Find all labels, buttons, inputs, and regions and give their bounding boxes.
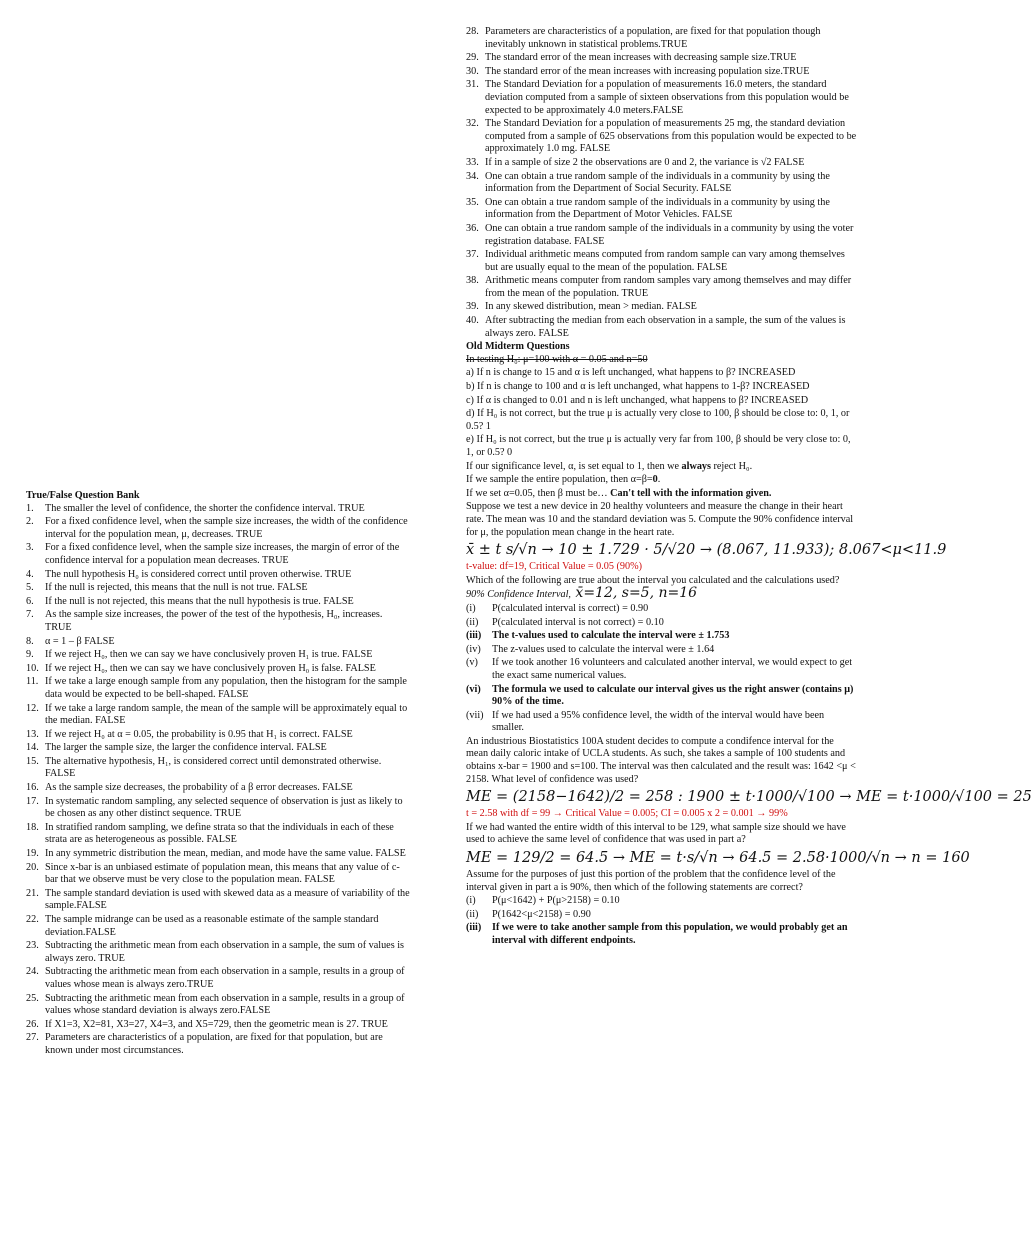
abcd-item: c) If α is changed to 0.01 and n is left unchanged, what happens to β? INCREASED [466,394,809,406]
item-text: P(1642<μ<2158) = 0.90 [492,908,591,920]
list-item [26,636,411,649]
item-text: For a fixed confidence level, when the sample size increases, the margin of error of the confidence interval for a population mean decreases. TRUE [45,542,400,566]
item-number: 36. [466,222,479,234]
list-item [466,79,858,117]
item-number: (i) [466,602,476,614]
right-column [466,26,1032,949]
item-number: (iv) [466,643,481,655]
item-text: The smaller the level of confidence, the shorter the confidence interval. TRUE [45,502,365,514]
list-item [26,596,411,609]
item-text: Subtracting the arithmetic mean from each observation in a sample, results in a group of values whose standard deviation is always zero.FALSE [45,992,405,1017]
entire-bold: 0 [652,474,658,486]
list-item [466,301,858,314]
me-equation: ME = (2158−1642)/2 = 258 : 1900 ± t·1000/√100 → ME = t·1000/√100 = 25 [466,789,1032,806]
list-item [466,52,858,65]
item-number: (i) [466,895,476,907]
item-text: The sample standard deviation is used with skewed data as a measure of variability of the sample.FALSE [45,887,410,912]
sig-pre: If our significance level, α, is set equal to 1, then we [466,460,682,472]
item-text: If we had used a 95% confidence level, the width of the interval would have been smaller. [492,709,825,734]
item-text: The z-values used to calculate the interval were ± 1.64 [492,643,715,655]
which-math: x̄=12, s=5, n=16 [570,585,698,602]
alpha-pre: If we set α=0.05, then β must be… [466,487,611,499]
item-text: Individual arithmetic means computed from random sample can vary among themselves but are usually equal to the mean of the population. FALSE [485,249,845,273]
item-number: 24. [26,966,39,978]
assume-paragraph: Assume for the purposes of just this portion of the problem that the confidence level of the interval given in part a is 90%, then which of the following statements are correct? [466,869,836,893]
item-text: α = 1 – β FALSE [45,635,115,647]
me2-equation: ME = 129/2 = 64.5 → ME = t·s/√n → 64.5 = 2.58·1000/√n → n = 160 [466,850,970,867]
item-text: As the sample size increases, the power of the test of the hypothesis, H₀, increases. TRUE [45,609,383,633]
list-item [466,275,858,300]
entire-post: . [657,474,661,486]
item-number: 20. [26,861,39,873]
sig-post: reject H₀. [710,460,753,472]
item-text: If the null is rejected, this means that the null is not true. FALSE [45,582,308,594]
item-number: 29. [466,52,479,64]
ci-equation: x̄ ± t s/√n → 10 ± 1.729 · 5/√20 → (8.067, 11.933); 8.067<μ<11.9 [466,542,947,559]
item-number: 18. [26,821,39,833]
list-item [26,542,411,567]
item-text: The standard error of the mean increases with decreasing sample size.TRUE [485,52,797,64]
item-number: 12. [26,702,39,714]
item-number: 4. [26,568,34,580]
item-text: If we take a large random sample, the mean of the sample will be approximately equal to the median. FALSE [45,702,408,727]
abcd-item: b) If n is change to 100 and α is left unchanged, what happens to 1-β? INCREASED [466,381,810,393]
tf-list-left [26,503,411,1058]
entire-pop-line [466,474,858,487]
abcd-list [466,367,858,459]
list-item [26,742,411,755]
item-number: 16. [26,782,39,794]
item-text: Arithmetic means computer from random samples vary among themselves and may differ from the mean of the population. TRUE [485,275,852,299]
item-text: As the sample size decreases, the probability of a β error decreases. FALSE [45,782,353,794]
item-number: (v) [466,657,478,669]
item-text: One can obtain a true random sample of the individuals in a community by using the voter registration database. FALSE [485,222,854,247]
options-list [466,603,858,735]
item-number: 19. [26,848,39,860]
option-item [466,644,858,657]
item-number: (ii) [466,616,479,628]
item-number: 7. [26,609,34,621]
abcd-item: a) If n is change to 15 and α is left unchanged, what happens to β? INCREASED [466,367,796,379]
item-text: If in a sample of size 2 the observations are 0 and 2, the variance is √2 FALSE [485,156,805,168]
list-item [466,315,858,340]
item-text: If we reject H₀ at α = 0.05, the probability is 0.95 that H₁ is correct. FALSE [45,728,353,740]
item-text: For a fixed confidence level, when the sample size increases, the width of the confidence interval for the population mean, μ, decreases. TRUE [45,516,408,540]
option-item [466,657,858,682]
list-item [26,609,411,634]
item-number: 23. [26,940,39,952]
list-item [26,569,411,582]
option-item [466,684,858,709]
item-text: Since x-bar is an unbiased estimate of population mean, this means that any value of c-bar that we observe must be very close to the population mean. FALSE [45,861,400,886]
item-text: The larger the sample size, the larger the confidence interval. FALSE [45,742,327,754]
item-number: 10. [26,662,39,674]
final-options-list [466,895,858,947]
item-text: In any skewed distribution, mean > median. FALSE [485,301,697,313]
item-number: 39. [466,301,479,313]
item-number: 13. [26,728,39,740]
item-text: The Standard Deviation for a population of measurements 16.0 meters, the standard deviation computed from a sample of sixteen observations from this population would be expected to be approximately 4.0 meters.FALSE [485,79,849,116]
list-item [466,249,858,274]
list-item [466,66,858,79]
item-number: 30. [466,65,479,77]
list-item [26,756,411,781]
item-number: 31. [466,79,479,91]
item-text: If we reject H₀, then we can say we have conclusively proven H₀ is false. FALSE [45,662,376,674]
item-number: (iii) [466,630,482,642]
tf-heading: True/False Question Bank [26,490,140,501]
item-number: 26. [26,1018,39,1030]
industrious-paragraph: An industrious Biostatistics 100A student decides to compute a condifence interval for the mean daily caloric intake of UCLA students. As such, she takes a sample of 100 students and obtains x-bar = 1900 and s=100. The interval was then calculated and the result was: 1642 <μ < 2158. What level of confidence was used? [466,735,856,785]
item-text: The t-values used to calculate the interval were ± 1.753 [492,630,730,642]
tvalue-line: t-value: df=19, Critical Value = 0.05 (90%) [466,561,642,573]
item-number: (iii) [466,922,482,934]
item-text: After subtracting the median from each observation in a sample, the sum of the values is always zero. FALSE [485,315,846,339]
item-number: 15. [26,755,39,767]
item-text: If we take a large enough sample from any population, then the histogram for the sample data would be expected to be bell-shaped. FALSE [45,676,407,700]
item-number: (ii) [466,908,479,920]
item-text: If X1=3, X2=81, X3=27, X4=3, and X5=729, then the geometric mean is 27. TRUE [45,1018,388,1030]
list-item [26,582,411,595]
item-text: The null hypothesis H₀ is considered correct until proven otherwise. TRUE [45,568,352,580]
list-item [26,862,411,887]
t258-line: t = 2.58 with df = 99 → Critical Value = 0.005; CI = 0.005 x 2 = 0.001 → 99% [466,808,788,820]
list-item [26,796,411,821]
item-text: Parameters are characteristics of a population, are fixed for that population though inevitably unknown in statistical problems.TRUE [485,26,821,50]
item-text: In stratified random sampling, we define strata so that the individuals in each of these strata are as heterogeneous as possible. FALSE [45,821,394,846]
option-item [466,909,858,922]
item-text: One can obtain a true random sample of the individuals in a community by using the information from the Department of Social Security. FALSE [485,170,830,195]
item-number: 17. [26,795,39,807]
abcd-item: e) If H₀ is not correct, but the true μ is actually very far from 100, β should be very close to: 0, 1, or 0.5? 0 [466,434,851,458]
entire-pre: If we sample the entire population, then α=β= [466,474,653,486]
item-text: The standard error of the mean increases with increasing population size.TRUE [485,65,810,77]
list-item [26,649,411,662]
list-item [26,1019,411,1032]
list-item [466,197,858,222]
width-paragraph: If we had wanted the entire width of this interval to be 129, what sample size should we have used to achieve the same level of confidence that was used in part a? [466,821,846,846]
item-text: P(calculated interval is not correct) = 0.10 [492,616,664,628]
item-number: 8. [26,635,34,647]
item-number: 25. [26,992,39,1004]
item-number: 34. [466,170,479,182]
item-number: 35. [466,196,479,208]
item-text: Parameters are characteristics of a population, are fixed for that population, but are known under most circumstances. [45,1032,383,1056]
list-item [466,26,858,51]
list-item [26,914,411,939]
item-text: In any symmetric distribution the mean, median, and mode have the same value. FALSE [45,848,406,860]
item-text: P(calculated interval is correct) = 0.90 [492,602,649,614]
item-text: The formula we used to calculate our interval gives us the right answer (contains μ) 90% of the time. [492,683,854,708]
item-text: If we reject H₀, then we can say we have conclusively proven H₁ is true. FALSE [45,649,373,661]
option-item [466,922,858,947]
option-item [466,617,858,630]
item-text: In systematic random sampling, any selected sequence of observation is just as likely to be chosen as any other distinct sequence. TRUE [45,795,403,820]
testing-line: In testing H₀: μ=100 with α = 0.05 and n=50 [466,353,648,365]
item-text: One can obtain a true random sample of the individuals in a community by using the information from the Department of Motor Vehicles. FALSE [485,196,830,221]
item-number: 40. [466,315,479,327]
item-number: 2. [26,516,34,528]
option-item [466,630,858,643]
item-number: 11. [26,676,39,688]
item-number: 1. [26,502,34,514]
item-number: (vi) [466,683,481,695]
item-number: 3. [26,542,34,554]
list-item [26,822,411,847]
which-italic: 90% Confidence Interval, [466,589,571,601]
list-item [466,118,858,156]
item-number: 32. [466,118,479,130]
item-text: The Standard Deviation for a population of measurements 25 mg, the standard deviation computed from a sample of 625 observations from this population would be expected to be approximately 1.0 mg. FALSE [485,118,857,155]
item-text: Subtracting the arithmetic mean from each observation in a sample, the sum of values is always zero. TRUE [45,940,405,964]
item-text: Subtracting the arithmetic mean from each observation in a sample, results in a group of values whose mean is always zero.TRUE [45,966,405,990]
sig-bold: always [681,460,711,472]
item-number: 6. [26,595,34,607]
item-text: The sample midrange can be used as a reasonable estimate of the sample standard deviation.FALSE [45,914,379,938]
item-number: 33. [466,156,479,168]
item-text: P(μ<1642) + P(μ>2158) = 0.10 [492,895,620,907]
item-number: 5. [26,582,34,594]
list-item [466,223,858,248]
item-number: 37. [466,249,479,261]
tf-list-right [466,26,858,340]
item-text: If we took another 16 volunteers and calculated another interval, we would expect to get the exact same numerical values. [492,657,853,681]
list-item [26,888,411,913]
item-number: 14. [26,742,39,754]
alpha-bold: Can't tell with the information given. [610,487,772,499]
list-item [26,848,411,861]
abcd-item: d) If H₀ is not correct, but the true μ is actually very close to 100, β should be close to: 0, 1, or 0.5? 1 [466,408,850,432]
list-item [26,940,411,965]
list-item [26,516,411,541]
which-paragraph [466,575,858,602]
list-item [26,993,411,1018]
option-item [466,710,858,735]
which-pre: Which of the following are true about the interval you calculated and the calculations used? [466,574,840,586]
item-number: 9. [26,649,34,661]
list-item [26,966,411,991]
list-item [466,171,858,196]
list-item [26,782,411,795]
list-item [26,676,411,701]
option-item [466,603,858,616]
item-number: (vii) [466,709,484,721]
list-item [26,703,411,728]
item-text: If the null is not rejected, this means that the null hypothesis is true. FALSE [45,595,354,607]
significance-line [466,461,858,474]
list-item [26,1032,411,1057]
list-item [26,729,411,742]
item-number: 38. [466,275,479,287]
list-item [26,503,411,516]
item-number: 21. [26,887,39,899]
option-item [466,895,858,908]
item-number: 27. [26,1032,39,1044]
left-column [26,490,411,1059]
alpha-line [466,488,858,501]
list-item [26,663,411,676]
list-item [466,157,858,170]
item-text: If we were to take another sample from this population, we would probably get an interval with different endpoints. [492,922,848,946]
device-paragraph: Suppose we test a new device in 20 healthy volunteers and measure the change in their heart rate. The mean was 10 and the standard deviation was 5. Compute the 90% confidence interval for μ, the population mean change in the heart rate. [466,501,854,538]
item-text: The alternative hypothesis, H₁, is considered correct until demonstrated otherwise. FALSE [45,755,382,780]
item-number: 28. [466,26,479,37]
item-number: 22. [26,914,39,925]
midterm-heading: Old Midterm Questions [466,341,570,353]
